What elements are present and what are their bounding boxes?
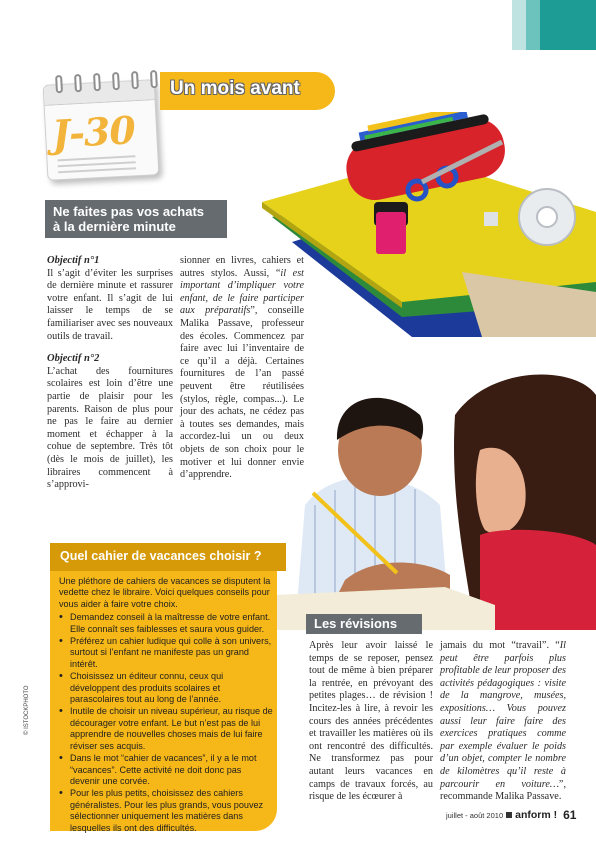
objective-2-title: Objectif n°2 [47,353,100,365]
square-bullet-icon [506,812,512,818]
child-studying-photo [275,355,596,630]
text-column-3: Après leur avoir laissé le temps de se reposer, pensez tout de même à bien préparer la rentrée, en prévoyant des petites plages… de révision ! Incitez-les à lire, à revoir les cours des années précédentes et travailler les matières où ils ont rencontré des difficultés. Ne transformez pas pour autant leurs vacances en camps de travaux forcés, au risque de les écœurer à [309,640,433,803]
text-column-1 [47,255,173,502]
section-heading-revisions: Les révisions [306,614,422,634]
list-item: • Préférez un cahier ludique qui colle à son univers, surtout si l’enfant ne manifeste pas un grand intérêt. [59,636,273,670]
vacation-workbook-box [50,543,277,831]
objective-1-text: Il s’agit d’éviter les surprises de dernière minute et rassurer votre enfant. Il s’agit de lui laisser le temps de se familiariser avec ses nouveaux outils de travail. [47,267,173,342]
objective-1-title: Objectif n°1 [47,255,100,266]
list-item: • Choisissez un éditeur connu, ceux qui développent des produits scolaires et parascolaires tout au long de l’année. [59,671,273,705]
page-title-text: Un mois avant [170,78,300,99]
list-item: • Pour les plus petits, choisissez des cahiers généralistes. Pour les plus grands, vous pouvez sélectionner uniquement les matières dans lesquelles ils ont des difficultés. [59,788,273,834]
list-item: • Demandez conseil à la maîtresse de votre enfant. Elle connaît ses faiblesses et saura vous guider. [59,612,273,635]
magazine-name: anform ! [515,809,558,821]
section-heading-purchases: Ne faites pas vos achats à la dernière minute [45,200,227,238]
photo-credit: © ISTOCKPHOTO [24,685,30,735]
objective-2-text: L’achat des fournitures scolaires est loin d’être une partie de plaisir pour les parents. Raison de plus pour ne pas le faire au dernier moment et échapper à la cohue de septembre. Très tôt (dès le mois de juillet), les libraires commencent à s’approvi- [47,365,173,491]
tips-list [59,612,273,834]
issue-date: juillet - août 2010 [446,810,504,820]
page-title [160,72,335,110]
corner-color-bar [512,0,596,50]
quote: Il peut être parfois plus profitable de leur proposer des activités pédagogiques : visite de la mangrove, musées, expositions… Vous pouvez aussi leur faire faire des exercices pratiques comme par exemple évaluer le poids d’un objet, compter le nombre de kilomètres qu’il reste à parcourir en voiture… [440,640,567,790]
list-item: • Dans le mot “cahier de vacances”, il y a le mot “vacances”. Cette activité ne doit donc pas devenir une corvée. [59,753,273,787]
vacation-workbook-body [59,576,273,835]
quote: il est important d’impliquer votre enfant, de le faire participer aux préparatifs [180,267,304,317]
text-column-2: sionner en livres, cahiers et autres stylos. Aussi, “il est important d’impliquer votre enfant, de le faire participer aux préparatifs”, conseille Malika Passave, professeur des écoles. Commencez par faire avec lui l’inventaire de ce qu’il a déjà. Certaines fournitures de l’an passé peuvent être réutilisées (stylos, règle, compas...). Le jour des achats, ne cédez pas à toutes ses demandes, mais accordez-lui un ou deux objets de son choix pour le motiver et lui donner envie d’apprendre. [180,255,304,481]
vacation-workbook-intro: Une pléthore de cahiers de vacances se disputent la vedette chez le libraire. Voici quelques conseils pour vous aider à faire votre choix. [59,576,271,609]
list-item: • Inutile de choisir un niveau supérieur, au risque de décourager votre enfant. Le but n’est pas de lui apprendre de nouvelles choses mais de lui faire réviser ses acquis. [59,706,273,752]
vacation-workbook-heading: Quel cahier de vacances choisir ? [50,543,277,571]
page-footer [446,808,576,822]
text-column-4: jamais du mot “travail”. “Il peut être parfois plus profitable de leur proposer des activités pédagogiques : visite de la mangrove, musées, expositions… Vous pouvez aussi leur faire faire des exercices pratiques comme par exemple évaluer le poids d’un objet, compter le nombre de kilomètres qu’il reste à parcourir en voiture…”, recommande Malika Passave. [440,640,567,803]
calendar-label: J-30 [50,107,136,157]
school-supplies-image [262,112,596,337]
calendar-graphic [45,70,163,182]
page-number: 61 [563,808,577,822]
